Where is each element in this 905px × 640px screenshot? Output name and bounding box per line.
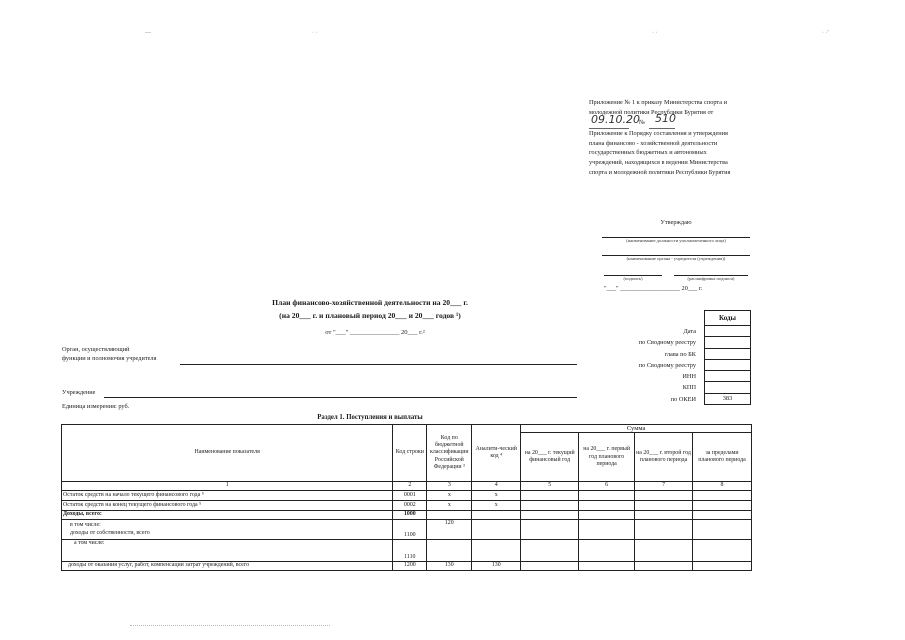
code-value	[705, 337, 751, 348]
approval-block	[600, 218, 752, 298]
approval-date: "___" ___________________ 20___ г.	[604, 285, 703, 292]
appendix-line: Приложение № 1 к приказу Министерства спорта и	[589, 99, 727, 106]
row-name: Остаток средств на начало текущего финансового года ⁵	[62, 491, 393, 501]
code-value	[705, 382, 751, 393]
row-analytic	[472, 540, 521, 562]
codes-labels	[560, 326, 696, 405]
col-number: 5	[521, 482, 579, 491]
code-value: 383	[705, 393, 751, 404]
header-sum: Сумма	[521, 425, 752, 433]
signature-caption: (подпись)	[623, 276, 643, 281]
unit-label: Единица измерения: руб.	[62, 403, 130, 410]
row-bk	[427, 540, 472, 562]
table-row	[62, 501, 752, 511]
code-value	[705, 348, 751, 359]
row-name: Остаток средств на конец текущего финансового года ⁵	[62, 501, 393, 511]
row-name: доходы от оказания услуг, работ, компенсации затрат учреждений, всего	[62, 562, 393, 571]
appendix-line: государственных бюджетных и автономных	[589, 149, 707, 157]
row-bk: х	[427, 491, 472, 501]
handwritten-date: 09.10.20	[591, 113, 640, 127]
row-code: 1000	[393, 511, 427, 520]
row-bk: 120	[427, 520, 472, 540]
code-label: по Сводному реестру	[638, 361, 696, 369]
row-bk	[427, 511, 472, 520]
handwritten-number: 510	[655, 112, 676, 126]
row-analytic	[472, 520, 521, 540]
col-number: 2	[393, 482, 427, 491]
row-name-cell	[62, 520, 393, 540]
row-name: доходы от собственности, всего	[70, 529, 150, 536]
scan-mark: —	[145, 30, 151, 36]
appendix-line: молодежной политики Республики Бурятия от	[589, 108, 714, 116]
codes-header: Коды	[705, 311, 751, 326]
row-bk: 130	[427, 562, 472, 571]
header-sum-first: на 20___ г. первый год планового периода	[579, 433, 635, 482]
header-sum-beyond: за пределами планового периода	[693, 433, 752, 482]
row-analytic: х	[472, 491, 521, 501]
row-code: 1110	[393, 540, 427, 562]
name-caption: (расшифровка подписи)	[687, 276, 735, 281]
table-row	[62, 520, 752, 540]
table-row	[62, 540, 752, 562]
row-code: 1200	[393, 562, 427, 571]
col-number: 6	[579, 482, 635, 491]
number-label: №	[639, 119, 646, 127]
plan-subtitle: (на 20___ г. и плановый период 20___ и 20___ годов ¹)	[279, 311, 461, 320]
appendix-line: спорта и молодежной политики Республики Бурятия	[589, 168, 731, 176]
code-label: по Сводному реестру	[638, 339, 696, 347]
code-value	[705, 326, 751, 337]
scan-mark: · ·	[652, 30, 658, 36]
header-sum-second: на 20___ г. второй год планового периода	[635, 433, 693, 482]
row-bk: х	[427, 501, 472, 511]
row-code: 0001	[393, 491, 427, 501]
code-label: Дата	[683, 328, 696, 335]
plan-date: от "___" _______________ 20___ г.²	[325, 329, 425, 336]
row-name: а том числе:	[62, 540, 393, 562]
scan-mark: · ·'	[822, 30, 829, 36]
appendix-line: учреждений, находящихся в ведении Министерства	[589, 158, 728, 166]
header-name: Наименование показателя	[62, 425, 393, 482]
row-name: Доходы, всего:	[62, 511, 393, 520]
header-code: Код строки	[393, 425, 427, 482]
row-name: в том числе:	[70, 522, 101, 529]
table-row	[62, 491, 752, 501]
header-bk: Код по бюджетной классификации Российской Федерации ³	[427, 425, 472, 482]
row-code: 0002	[393, 501, 427, 511]
header-analytic: Аналити-ческий код ⁴	[472, 425, 521, 482]
section-title: Раздел 1. Поступления и выплаты	[317, 414, 423, 421]
organ-label: функции и полномочия учредителя	[62, 355, 157, 362]
table-row	[62, 562, 752, 571]
code-label: по ОКЕИ	[670, 395, 696, 403]
code-label: глава по БК	[664, 350, 696, 358]
col-number: 7	[635, 482, 693, 491]
main-table	[61, 424, 752, 571]
scan-noise	[130, 625, 330, 627]
approval-title: Утверждаю	[660, 219, 692, 226]
col-number: 4	[472, 482, 521, 491]
scan-mark: · ·	[312, 30, 318, 36]
col-number: 3	[427, 482, 472, 491]
code-value	[705, 371, 751, 382]
col-number: 8	[693, 482, 752, 491]
approval-caption: (наименование должности уполномоченного лица)	[626, 238, 726, 243]
appendix-line: плана финансово - хозяйственной деятельности	[589, 139, 718, 147]
approval-caption: (наименование органа - учредителя (учреждения))	[626, 256, 726, 261]
header-sum-current: на 20___ г. текущий финансовый год	[521, 433, 579, 482]
plan-title: План финансово-хозяйственной деятельности на 20___ г.	[272, 298, 468, 307]
row-analytic: х	[472, 501, 521, 511]
appendix-line: Приложение к Порядку составления и утверждения	[589, 130, 728, 138]
code-label: КПП	[682, 384, 696, 392]
row-analytic	[472, 511, 521, 520]
code-label: ИНН	[682, 373, 696, 381]
row-code: 1100	[393, 520, 427, 540]
codes-table	[704, 310, 751, 405]
institution-label: Учреждение	[62, 389, 96, 396]
organ-label: Орган, осуществляющий	[62, 346, 130, 353]
appendix-block	[589, 98, 779, 177]
table-row	[62, 511, 752, 520]
col-number: 1	[62, 482, 393, 491]
row-analytic: 130	[472, 562, 521, 571]
code-value	[705, 359, 751, 370]
